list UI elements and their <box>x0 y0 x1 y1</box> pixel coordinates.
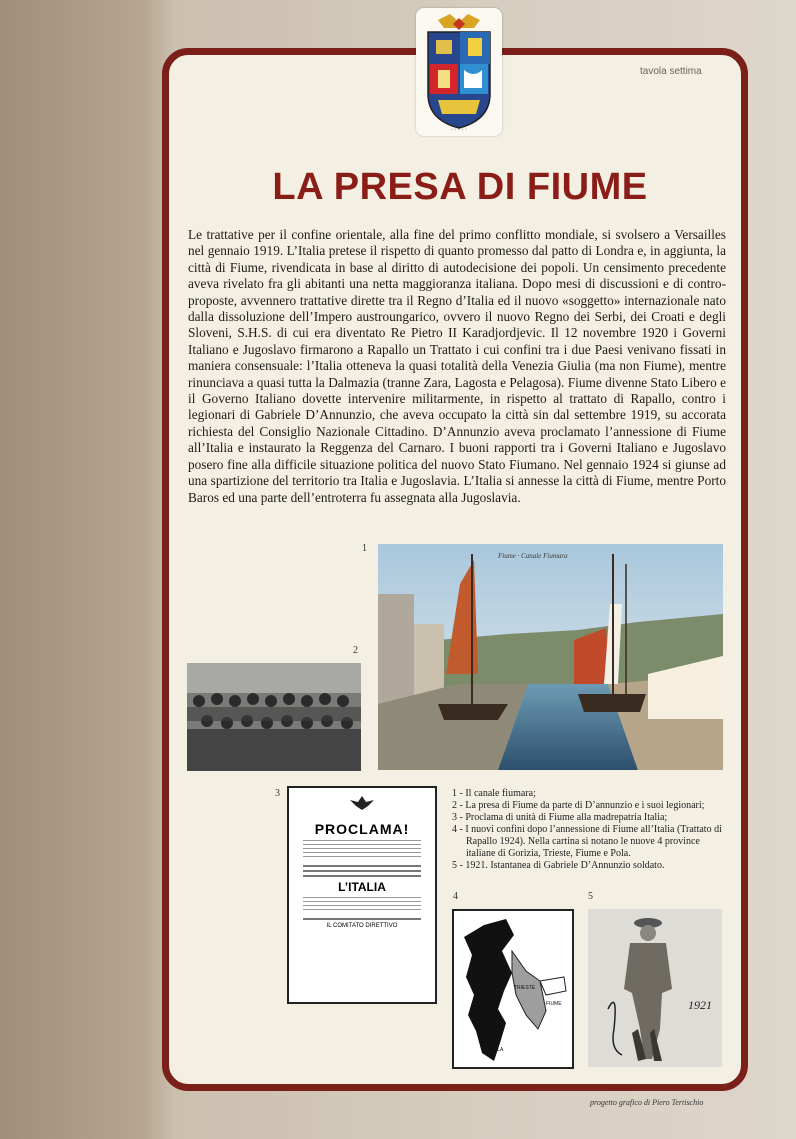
proclama-italia: L’ITALIA <box>338 880 386 894</box>
figure-number-4: 4 <box>453 891 458 902</box>
proclama-title: PROCLAMA! <box>314 821 410 837</box>
side-title <box>0 0 160 1139</box>
photo5-signature: 1921 <box>688 998 712 1012</box>
figure-number-1: 1 <box>362 543 367 554</box>
proclama-signature: IL COMITATO DIRETTIVO <box>326 923 398 929</box>
figure-number-3: 3 <box>275 788 280 799</box>
map-label-trieste: TRIESTE <box>514 985 536 991</box>
caption-1: 1 - Il canale fiumara; <box>452 788 536 799</box>
page-title: LA PRESA DI FIUME <box>272 166 648 208</box>
credit-text: progetto grafico di Piero Tertischio <box>590 1098 704 1107</box>
map-figure <box>452 909 574 1069</box>
map-label-pola: POLA <box>490 1047 504 1053</box>
caption-2: 2 - La presa di Fiume da parte di D’annunzio e i suoi legionari; <box>452 800 705 811</box>
proclama-document <box>287 786 437 1004</box>
caption-5: 5 - 1921. Istantanea di Gabriele D’Annunzio soldato. <box>452 860 665 871</box>
tavola-label: tavola settima <box>640 66 702 77</box>
caption-4: 4 - I nuovi confini dopo l’annessione di Fiume all’Italia (Trattato di Rapallo 1924). Nella cartina si notano le nuove 4 province italiane di Gorizia, Trieste, Fiume e Pola. <box>452 824 722 859</box>
svg-text:· · · · ·: · · · · · <box>451 127 467 133</box>
figure-captions <box>452 788 724 872</box>
figure-number-5: 5 <box>588 891 593 902</box>
photo-canale-fiumara <box>378 544 723 770</box>
photo1-inscription: Fiume · Canale Fiumara <box>498 552 568 560</box>
figure-number-2: 2 <box>353 645 358 656</box>
eagle-icon <box>348 794 376 812</box>
map-label-fiume: FIUME <box>546 1001 562 1007</box>
body-text: Le trattative per il confine orientale, alla fine del primo conflitto mondiale, si svolsero a Versailles nel gennaio 1919. L’Italia pretese il rispetto di quanto promesso dal patto di Londra e, in aggiunta, la città di Fiume, rivendicata in base al diritto di autodecisione dei popoli. Un censimento precedente aveva rivelato fra gli abitanti una netta maggioranza italiana. Dopo mesi di discussioni e di contro-proposte, avvennero trattative dirette tra il Regno d’Italia ed il nuovo «soggetto» internazionale nato dalla dissoluzione dell’Impero austroungarico, ovvero il nuovo Regno dei Serbi, dei Croati e degli Sloveni, S.H.S. di cui era diventato Re Pietro II Karadjordjevic. Il 12 novembre 1920 i Governi Italiano e Jugoslavo firmarono a Rapallo un Trattato i cui confini tra i due Paesi venivano fissati in maniera consensuale: l’Italia otteneva la quasi totalità della Venezia Giulia (ma non Fiume), mentre rinunciava a quasi tutta la Dalmazia (tranne Zara, Lagosta e Pelagosa). Fiume divenne Stato Libero e il Governo Italiano dovette intervenire militarmente, in rispetto al trattato di Rapallo, contro i legionari di Gabriele D’Annunzio, che aveva occupato la città sin dal settembre 1919, su accorata richiesta del Consiglio Nazionale Cittadino. D’Annunzio aveva proclamato l’annessione di Fiume all’Italia e instaurato la Reggenza del Carnaro. I buoni rapporti tra i Governi Italiano e Jugoslavo posero fine alla difficile situazione politica del nuovo Stato Fiumano. Nel gennaio 1924 si giunse ad una spartizione del territorio tra Italia e Jugoslavia. L’Italia si annesse la città di Fiume, mentre Porto Baros ed una parte dell’entroterra fu assegnata alla Jugoslavia. <box>188 227 726 505</box>
caption-3: 3 - Proclama di unità di Fiume alla madrepatria Italia; <box>452 812 668 823</box>
photo-legionari <box>187 663 361 771</box>
svg-text:· · ·: · · · <box>506 959 514 965</box>
photo-dannunzio <box>588 909 722 1067</box>
crest-icon <box>416 8 502 136</box>
